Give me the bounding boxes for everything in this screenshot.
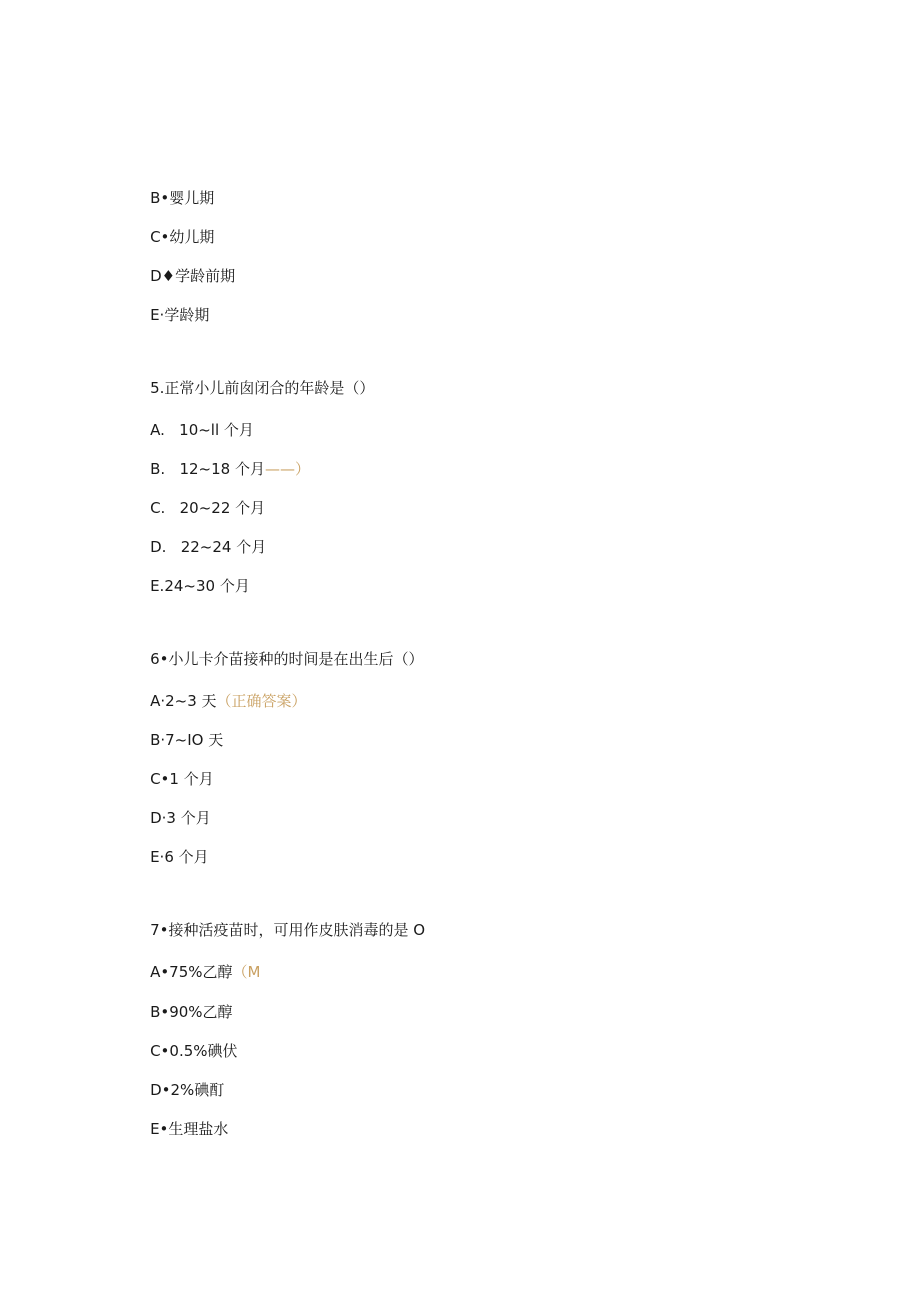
question-text: 7•接种活疫苗时，可用作皮肤消毒的是 O [150, 921, 426, 939]
q7-option-e [131, 1099, 228, 1159]
option-text: C•幼儿期 [150, 228, 215, 246]
option-text: D·3 个月 [150, 809, 211, 827]
option-text: C•0.5%碘伏 [150, 1042, 238, 1060]
q5-option-e [131, 556, 250, 616]
option-text: B•90%乙醇 [150, 1003, 233, 1021]
option-text: B. 12~18 个月 [150, 460, 265, 478]
option-text: C•1 个月 [150, 770, 214, 788]
option-text: C. 20~22 个月 [150, 499, 266, 517]
option-text: A•75%乙醇 [150, 963, 233, 981]
option-text: D♦学龄前期 [150, 267, 236, 285]
option-text: B•婴儿期 [150, 189, 215, 207]
question-text: 5.正常小儿前囱闭合的年龄是（） [150, 379, 375, 397]
answer-mark: （正确答案） [216, 692, 307, 710]
option-text: E·6 个月 [150, 848, 209, 866]
answer-mark: ——） [264, 460, 310, 478]
option-e-school-age [131, 285, 209, 345]
option-text: D. 22~24 个月 [150, 538, 267, 556]
answer-mark: （M [232, 963, 261, 981]
option-text: A. 10~ll 个月 [150, 421, 254, 439]
option-text: E.24~30 个月 [150, 577, 250, 595]
q6-option-e [131, 827, 209, 887]
question-text: 6•小儿卡介苗接种的时间是在出生后（） [150, 650, 424, 668]
option-text: B·7~IO 天 [150, 731, 224, 749]
option-text: A·2~3 天 [150, 692, 217, 710]
option-text: D•2%碘酊 [150, 1081, 225, 1099]
option-text: E•生理盐水 [150, 1120, 229, 1138]
option-text: E·学龄期 [150, 306, 210, 324]
